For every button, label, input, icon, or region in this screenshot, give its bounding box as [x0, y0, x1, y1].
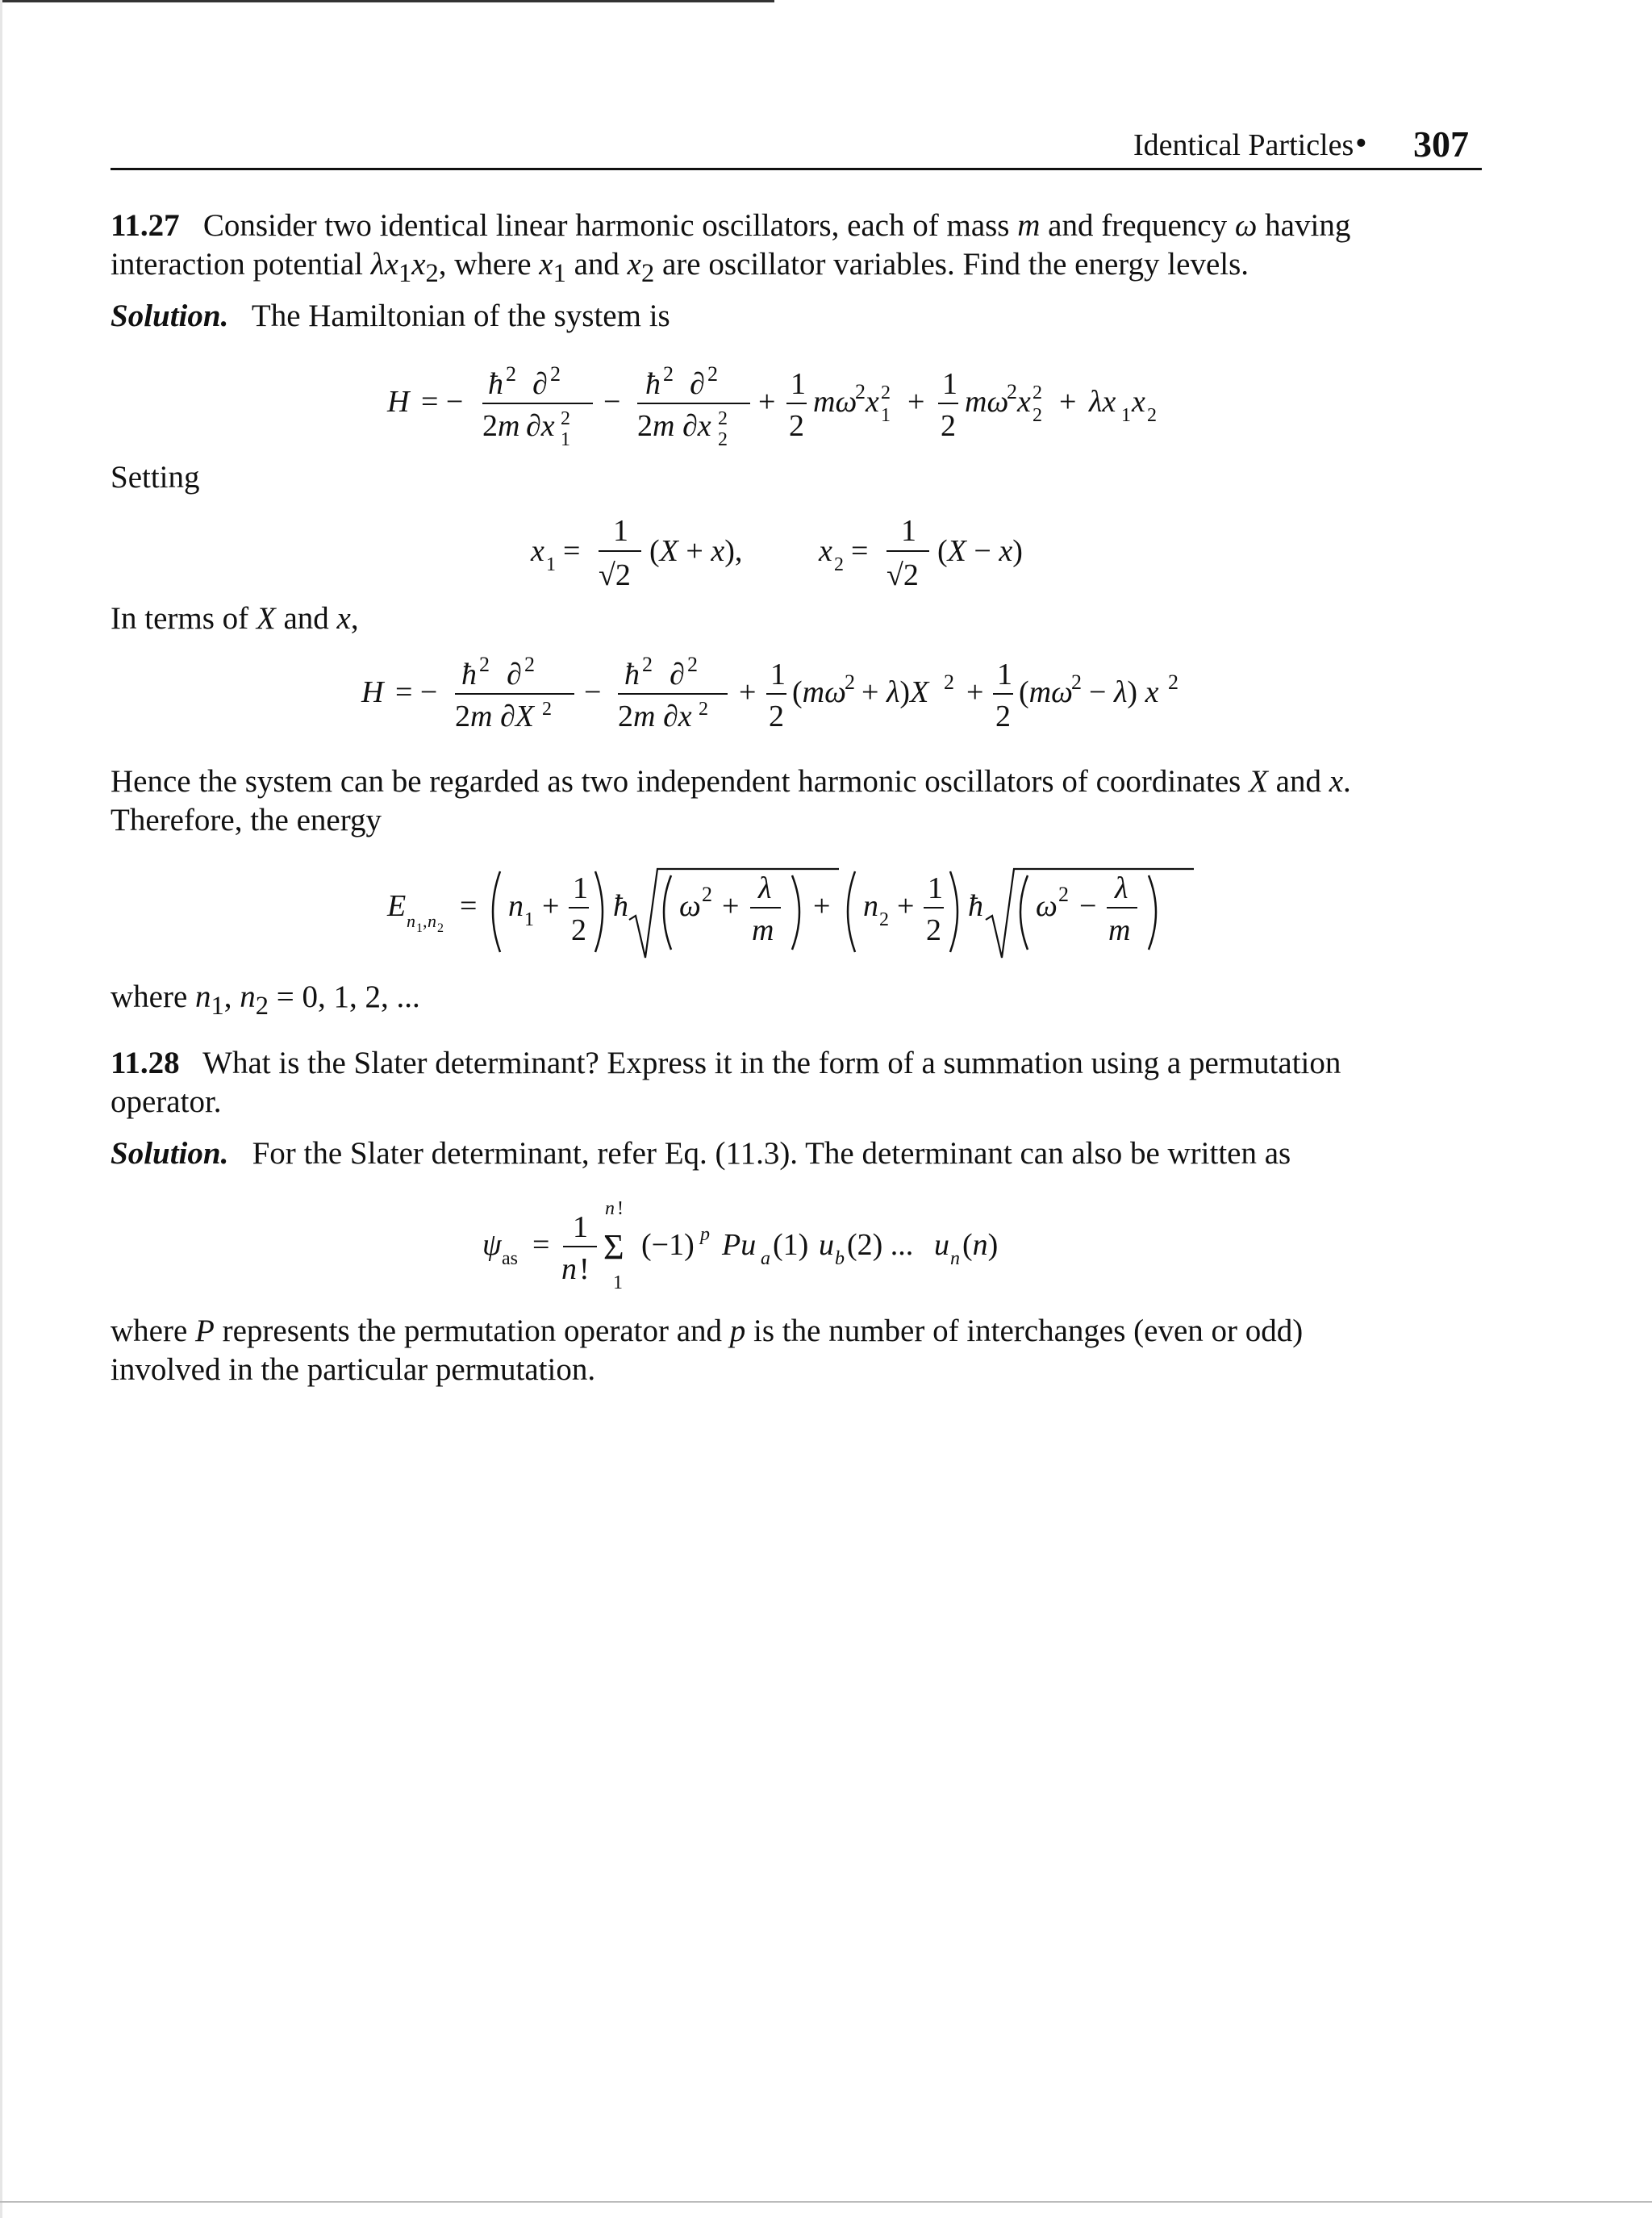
- svg-text:n: n: [605, 1198, 615, 1219]
- svg-text:Σ: Σ: [603, 1227, 624, 1267]
- svg-text:= −: = −: [395, 675, 438, 709]
- svg-text:2m: 2m: [618, 700, 656, 733]
- solution-text: The Hamiltonian of the system is: [251, 299, 670, 333]
- solution-11-28-intro: [111, 1134, 1482, 1173]
- equation-energy-levels: [379, 851, 1266, 972]
- svg-text:1: 1: [770, 658, 786, 691]
- svg-text:=: =: [563, 534, 581, 568]
- svg-text:2: 2: [941, 409, 956, 443]
- svg-text:+: +: [907, 385, 925, 419]
- equation-hamiltonian-transformed: [355, 645, 1283, 758]
- svg-text:+: +: [722, 889, 740, 923]
- svg-text:√2: √2: [599, 558, 631, 592]
- svg-text:∂: ∂: [532, 367, 548, 401]
- svg-text:2: 2: [702, 883, 712, 906]
- svg-text:1: 1: [561, 429, 570, 450]
- scan-left-edge: [0, 0, 2, 2218]
- svg-text:ħ: ħ: [968, 889, 983, 923]
- problem-11-28-line-2: operator.: [111, 1084, 222, 1119]
- svg-text:2: 2: [881, 382, 891, 403]
- svg-text:−: −: [603, 385, 621, 419]
- running-head: [1121, 123, 1482, 171]
- svg-text:+: +: [542, 889, 560, 923]
- svg-text:ω: ω: [679, 889, 701, 923]
- svg-text:2: 2: [699, 699, 708, 720]
- svg-text:2: 2: [769, 700, 784, 733]
- svg-text:+: +: [966, 675, 984, 709]
- svg-text:b: b: [835, 1248, 845, 1269]
- problem-11-27-statement: [111, 207, 1482, 293]
- svg-text:2: 2: [663, 362, 674, 386]
- equation-slater-summation: [476, 1190, 1089, 1311]
- svg-text:E: E: [387, 889, 407, 923]
- svg-text:2m: 2m: [482, 409, 520, 443]
- svg-text:,: ,: [423, 911, 428, 931]
- problem-11-28-statement: [111, 1044, 1482, 1122]
- svg-text:2: 2: [506, 362, 516, 386]
- svg-text:mω: mω: [813, 385, 857, 419]
- svg-text:2m: 2m: [637, 409, 675, 443]
- svg-text:2: 2: [707, 362, 718, 386]
- svg-text:√2: √2: [886, 558, 919, 592]
- svg-text:m: m: [1108, 913, 1131, 947]
- svg-text:(1): (1): [773, 1228, 809, 1262]
- svg-text:!: !: [579, 1252, 590, 1286]
- svg-text:− λ) x: − λ) x: [1089, 675, 1159, 709]
- svg-text:2: 2: [542, 699, 552, 720]
- svg-text:2: 2: [926, 913, 941, 947]
- header-rule: [111, 168, 1482, 170]
- svg-text:2: 2: [855, 380, 866, 403]
- svg-text:+: +: [739, 675, 757, 709]
- svg-text:2: 2: [479, 653, 490, 676]
- svg-text:=: =: [532, 1228, 550, 1262]
- svg-text:ω: ω: [1036, 889, 1058, 923]
- solution-11-27-intro: [111, 297, 1482, 336]
- svg-text:ħ: ħ: [461, 658, 477, 691]
- svg-text:ħ: ħ: [613, 889, 628, 923]
- svg-text:n: n: [407, 911, 415, 931]
- svg-text:(−1): (−1): [641, 1228, 695, 1262]
- svg-text:2: 2: [524, 653, 535, 676]
- svg-text:2: 2: [550, 362, 561, 386]
- svg-text:1: 1: [901, 514, 916, 548]
- svg-text:=: =: [460, 889, 478, 923]
- svg-text:2: 2: [1007, 380, 1017, 403]
- svg-text:+: +: [1059, 385, 1077, 419]
- svg-text:∂: ∂: [670, 658, 685, 691]
- svg-text:1: 1: [613, 514, 628, 548]
- svg-text:−: −: [584, 675, 602, 709]
- problem-11-28-line-1: 11.28 What is the Slater determinant? Express it in the form of a summation using a permutation: [111, 1046, 1341, 1080]
- svg-text:u: u: [934, 1228, 949, 1262]
- hence-paragraph: Hence the system can be regarded as two independent harmonic oscillators of coordinates X and x. Therefore, the energy: [111, 764, 1351, 837]
- problem-number: 11.27: [111, 208, 180, 243]
- scan-top-edge: [0, 0, 774, 2]
- svg-text:∂x: ∂x: [663, 700, 692, 733]
- svg-text:!: !: [617, 1198, 624, 1219]
- svg-text:H: H: [361, 675, 384, 709]
- svg-text:a: a: [761, 1248, 770, 1269]
- svg-text:1: 1: [613, 1272, 623, 1293]
- svg-text:2: 2: [1058, 883, 1069, 906]
- svg-text:1: 1: [942, 367, 957, 401]
- equation-hamiltonian: [379, 355, 1266, 468]
- in-terms-label: In terms of X and x,: [111, 601, 359, 636]
- svg-text:2: 2: [1032, 405, 1042, 426]
- svg-text:ħ: ħ: [488, 367, 503, 401]
- svg-text:2: 2: [718, 408, 728, 429]
- svg-text:2: 2: [571, 913, 586, 947]
- svg-text:x: x: [866, 385, 879, 419]
- svg-text:(X + x),: (X + x),: [649, 534, 743, 568]
- svg-text:mω: mω: [965, 385, 1009, 419]
- svg-text:2: 2: [879, 909, 889, 930]
- problem-number: 11.28: [111, 1046, 180, 1080]
- svg-text:1: 1: [546, 554, 556, 575]
- svg-text:λ: λ: [1115, 871, 1128, 905]
- svg-text:n: n: [508, 889, 524, 923]
- page-number: 307: [1413, 123, 1469, 165]
- svg-text:1: 1: [1121, 405, 1131, 426]
- svg-text:2: 2: [1032, 382, 1042, 403]
- svg-text:−: −: [1079, 889, 1097, 923]
- svg-text:n: n: [428, 911, 436, 931]
- svg-text:as: as: [502, 1248, 518, 1269]
- svg-text:1: 1: [997, 658, 1012, 691]
- svg-text:∂X: ∂X: [500, 700, 534, 733]
- equation-substitution: [524, 504, 1089, 609]
- problem-11-27-line-2: interaction potential $\lambda x_1x_2$, where $x_1$ and $x_2$ are oscillator variables. Find the energy levels.: [111, 247, 1249, 288]
- svg-text:+: +: [813, 889, 831, 923]
- svg-text:1: 1: [791, 367, 806, 401]
- svg-text:p: p: [700, 1224, 710, 1245]
- svg-text:+ λ)X: + λ)X: [861, 675, 929, 709]
- svg-text:λ: λ: [758, 871, 772, 905]
- svg-text:1: 1: [928, 871, 943, 905]
- svg-text:u: u: [819, 1228, 834, 1262]
- svg-text:1: 1: [573, 871, 588, 905]
- svg-text:2: 2: [1071, 670, 1082, 694]
- svg-text:+: +: [897, 889, 915, 923]
- svg-text:= −: = −: [421, 385, 464, 419]
- svg-text:λx: λx: [1089, 385, 1116, 419]
- solution-label: Solution.: [111, 299, 229, 333]
- svg-text:ψ: ψ: [482, 1228, 502, 1262]
- scan-bottom-edge: [0, 2201, 1652, 2203]
- svg-text:n: n: [863, 889, 878, 923]
- svg-text:2: 2: [437, 921, 444, 935]
- svg-text:Pu: Pu: [722, 1228, 757, 1262]
- svg-text:+: +: [758, 385, 776, 419]
- problem-11-27-line-1: 11.27 Consider two identical linear harmonic oscillators, each of mass m and frequency ω having: [111, 208, 1351, 243]
- svg-text:1: 1: [573, 1210, 588, 1244]
- svg-text:n: n: [950, 1248, 960, 1269]
- svg-text:2: 2: [845, 670, 855, 694]
- svg-text:m: m: [752, 913, 774, 947]
- svg-text:ħ: ħ: [624, 658, 640, 691]
- svg-text:2: 2: [789, 409, 804, 443]
- svg-text:x: x: [531, 534, 544, 568]
- svg-text:1: 1: [524, 909, 534, 930]
- where-permutation-paragraph: where P represents the permutation operator and p is the number of interchanges (even or odd) involved in the particular permutation.: [111, 1314, 1304, 1387]
- svg-text:1: 1: [881, 405, 891, 426]
- svg-text:2: 2: [1168, 670, 1179, 694]
- svg-text:2m: 2m: [455, 700, 493, 733]
- svg-text:2: 2: [944, 670, 954, 694]
- svg-text:2: 2: [642, 653, 653, 676]
- where-n-values: where $n_1$, $n_2 = 0$, 1, 2, ...: [111, 980, 420, 1021]
- svg-text:2: 2: [995, 700, 1011, 733]
- setting-label: Setting: [111, 460, 200, 495]
- svg-text:H: H: [387, 385, 410, 419]
- svg-text:∂x: ∂x: [682, 409, 711, 443]
- svg-text:(X − x): (X − x): [937, 534, 1023, 568]
- svg-text:2: 2: [1147, 405, 1157, 426]
- svg-text:(mω: (mω: [1019, 675, 1073, 709]
- svg-text:x: x: [1017, 385, 1031, 419]
- solution-label: Solution.: [111, 1136, 229, 1171]
- svg-text:1: 1: [416, 921, 423, 935]
- svg-text:=: =: [851, 534, 869, 568]
- svg-text:2: 2: [687, 653, 698, 676]
- svg-text:2: 2: [834, 554, 844, 575]
- svg-text:(n): (n): [962, 1228, 999, 1262]
- svg-text:∂x: ∂x: [526, 409, 555, 443]
- svg-text:(mω: (mω: [792, 675, 846, 709]
- svg-text:x: x: [1132, 385, 1145, 419]
- solution-text: For the Slater determinant, refer Eq. (11.3). The determinant can also be written as: [252, 1136, 1291, 1171]
- svg-text:x: x: [819, 534, 832, 568]
- svg-text:(2) ...: (2) ...: [847, 1228, 914, 1262]
- svg-text:ħ: ħ: [645, 367, 661, 401]
- running-head-bullet: •: [1355, 125, 1367, 162]
- svg-text:2: 2: [561, 408, 570, 429]
- running-head-title: Identical Particles: [1133, 128, 1354, 162]
- svg-text:∂: ∂: [690, 367, 705, 401]
- svg-text:n: n: [561, 1252, 577, 1286]
- svg-text:2: 2: [718, 429, 728, 450]
- svg-text:∂: ∂: [507, 658, 522, 691]
